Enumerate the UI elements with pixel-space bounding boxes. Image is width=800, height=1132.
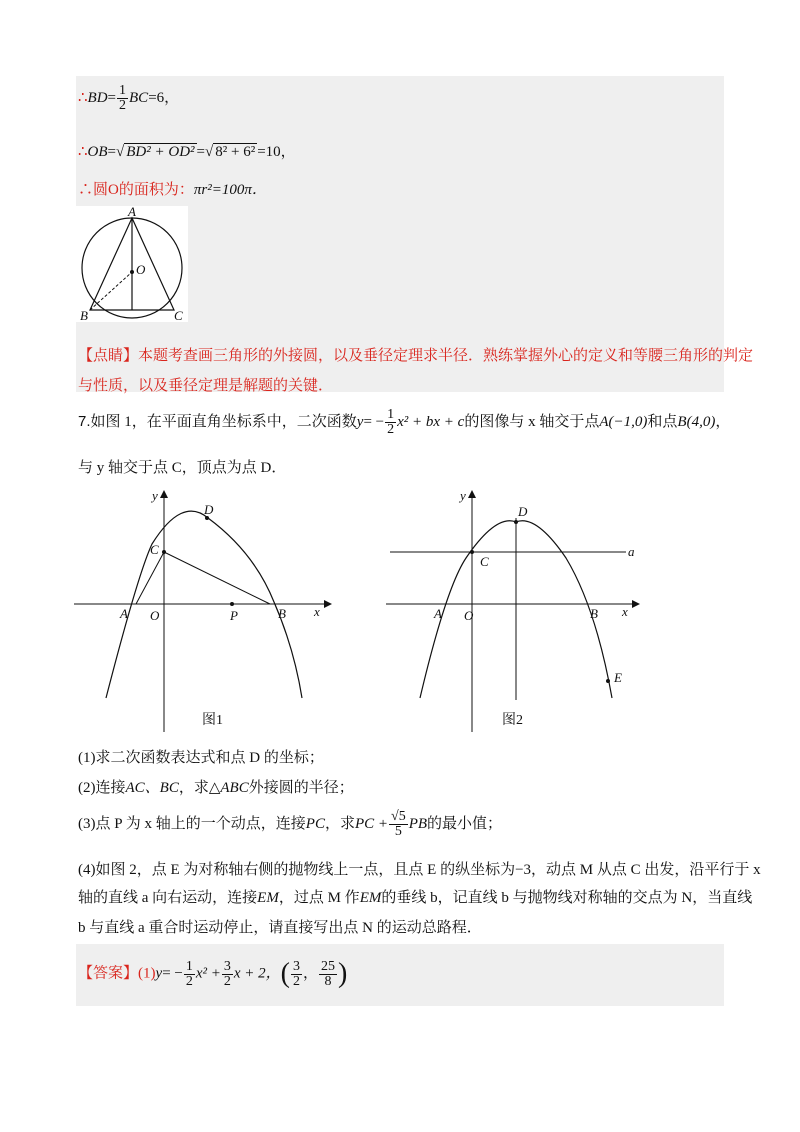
fig1-label-y: y bbox=[152, 488, 158, 503]
fig2-label-c: C bbox=[480, 554, 489, 569]
figure-2 bbox=[386, 488, 646, 734]
sqrt-sign: √ bbox=[116, 144, 125, 160]
label-b: B bbox=[80, 308, 88, 322]
fig2-label-x: x bbox=[622, 604, 628, 619]
answer-point-y: $\frac{25}{8}$ bbox=[321, 958, 336, 989]
circle-triangle-figure bbox=[76, 206, 188, 322]
question-stem-line-1: 7.如图 1，在平面直角坐标系中，二次函数y= − $\frac{1}{2}$ x² + bx + c的图像与 x 轴交于点A(−1,0)和点B(4,0)， bbox=[78, 407, 731, 437]
fig1-caption: 图1 bbox=[202, 713, 223, 728]
question-stem-line-2: 与 y 轴交于点 C，顶点为点 D． bbox=[78, 460, 287, 476]
fraction-sqrt5-over-5: $\frac{√5}{5}$ bbox=[391, 809, 406, 839]
fig2-label-o: O bbox=[464, 608, 474, 623]
question-part-4-line-2: 轴的直线 a 向右运动，连接EM，过点 M 作EM的垂线 b，记直线 b 与抛物线对称轴的交点为 N，当直线 bbox=[78, 890, 753, 906]
question-part-3: (3)点 P 为 x 轴上的一个动点，连接PC，求PC + $\frac{√5}{5}$ PB的最小值； bbox=[78, 809, 503, 839]
fig2-label-y: y bbox=[460, 488, 466, 503]
comment-line-2: 与性质，以及垂径定理是解题的关键． bbox=[78, 378, 334, 394]
fig2-label-a: A bbox=[434, 606, 442, 621]
fig1-label-c: C bbox=[150, 542, 159, 557]
fig1-label-x: x bbox=[314, 604, 320, 619]
comment-line-1: 【点睛】本题考查画三角形的外接圆，以及垂径定理求半径．熟练掌握外心的定义和等腰三角形的判定 bbox=[78, 348, 754, 364]
solution-line-1: ∴BD= $\frac{1}{2}$ BC=6， bbox=[78, 83, 180, 113]
fig2-label-d: D bbox=[518, 504, 528, 519]
fig2-caption: 图2 bbox=[502, 713, 523, 728]
fig1-label-d: D bbox=[204, 502, 214, 517]
solution-line-2: ∴OB=√ BD² + OD² =√ 8² + 6² =10， bbox=[78, 144, 296, 160]
answer-fraction-1: $\frac{1}{2}$ bbox=[185, 958, 193, 989]
question-part-4-line-1: (4)如图 2，点 E 为对称轴右侧的抛物线上一点，且点 E 的纵坐标为−3，动点 M 从点 C 出发，沿平行于 x bbox=[78, 862, 761, 878]
label-c: C bbox=[174, 308, 183, 322]
question-part-1: (1)求二次函数表达式和点 D 的坐标； bbox=[78, 750, 324, 766]
question-part-4-line-3: b 与直线 a 重合时运动停止，请直接写出点 N 的运动总路程． bbox=[78, 920, 482, 936]
fig2-label-a-line: a bbox=[628, 544, 635, 559]
fig1-label-b: B bbox=[278, 606, 286, 621]
figure-1 bbox=[74, 488, 334, 734]
fig1-label-o: O bbox=[150, 608, 160, 623]
fig1-label-a: A bbox=[120, 606, 128, 621]
fraction-half: $\frac{1}{2}$ bbox=[387, 407, 395, 437]
solution-line-3: ∴圆O的面积为：πr²=100π． bbox=[78, 182, 267, 198]
label-a: A bbox=[128, 206, 136, 219]
label-o: O bbox=[136, 262, 146, 277]
question-part-2: (2)连接AC、BC，求△ABC外接圆的半径； bbox=[78, 780, 354, 796]
fraction-half: $\frac{1}{2}$ bbox=[119, 83, 127, 113]
fig2-label-b: B bbox=[590, 606, 598, 621]
fig1-label-p: P bbox=[230, 608, 238, 623]
answer-fraction-2: $\frac{3}{2}$ bbox=[223, 958, 231, 989]
fig2-label-e: E bbox=[614, 670, 622, 685]
sqrt-sign: √ bbox=[205, 144, 214, 160]
answer-point-x: $\frac{3}{2}$ bbox=[293, 958, 300, 989]
answer-line: 【答案】(1)y= − $\frac{1}{2}$ x² + $\frac{3}{2}$ x + 2，( $\frac{3}{2}$ ， $\frac{25}{8}$ ) bbox=[78, 958, 348, 989]
